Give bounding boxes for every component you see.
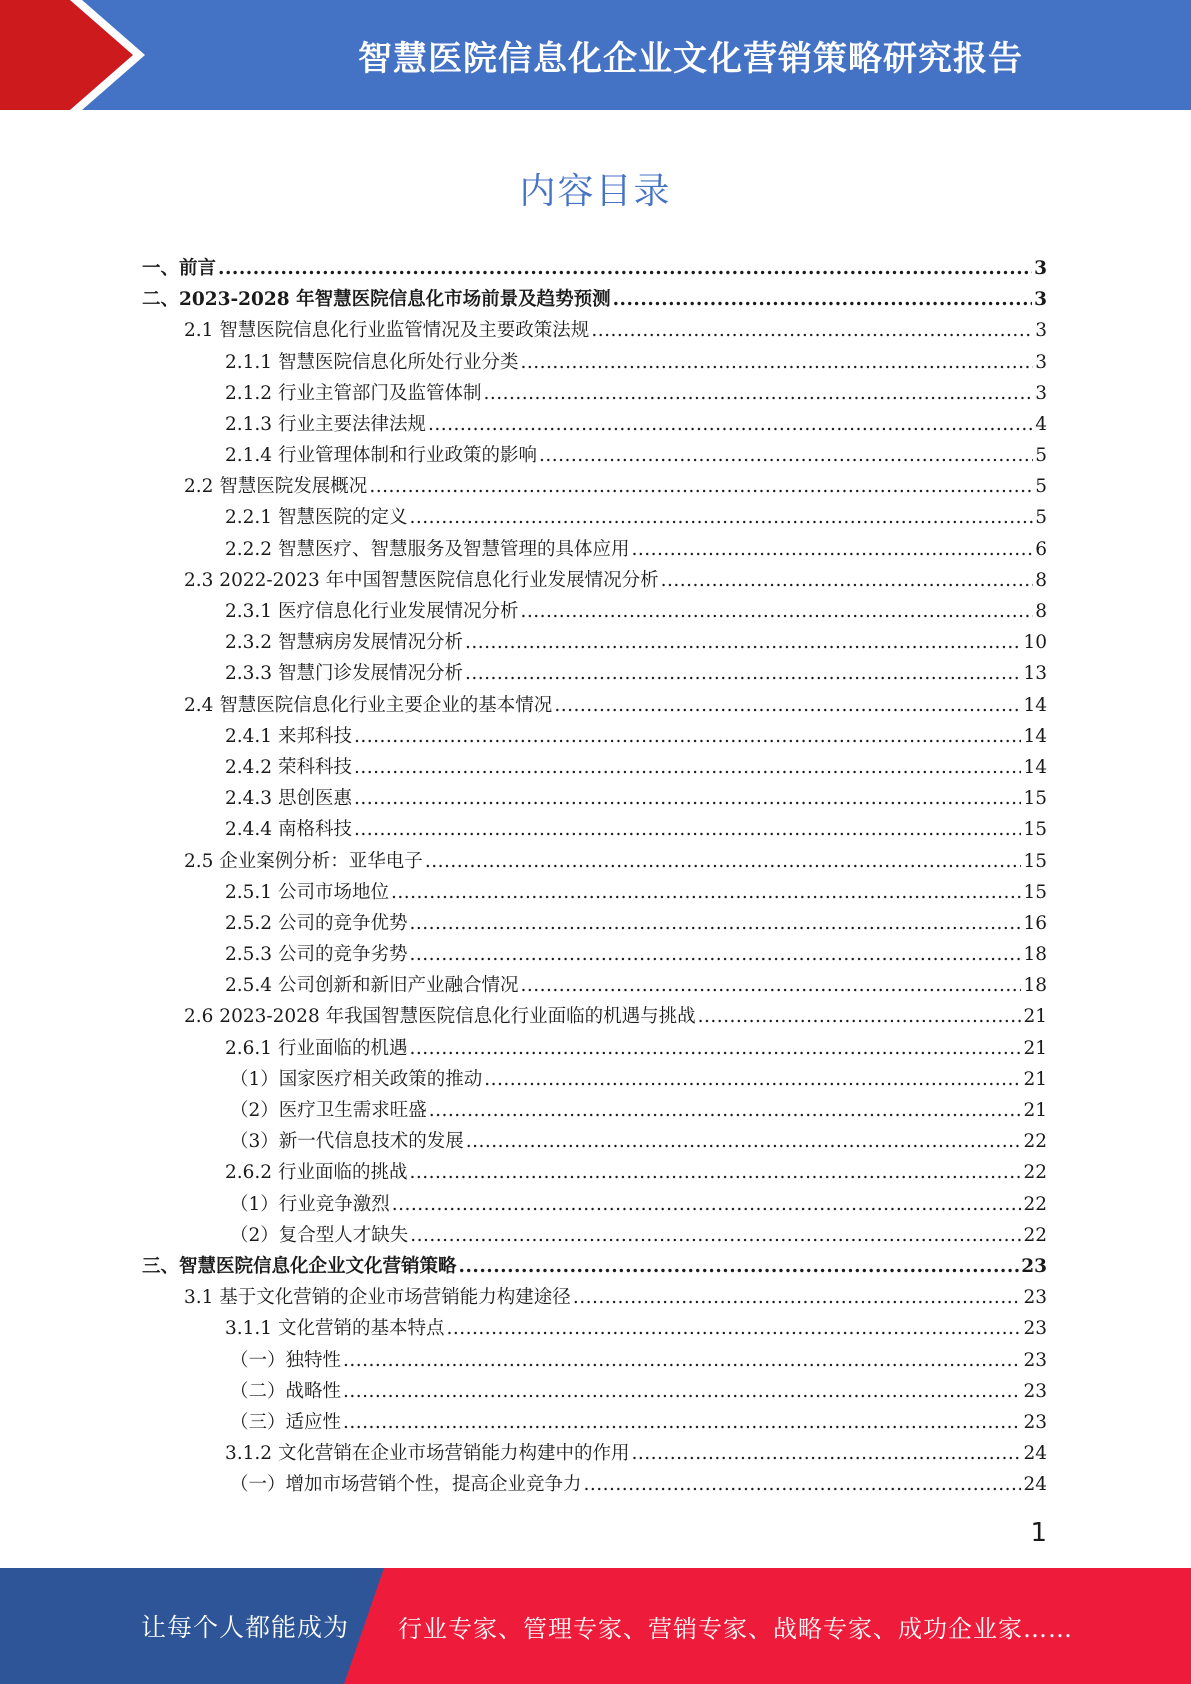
- toc-entry-page: 18: [1023, 975, 1047, 997]
- toc-entry[interactable]: [142, 409, 1047, 440]
- toc-entry-page: 23: [1021, 1255, 1047, 1277]
- toc-entry-page: 23: [1023, 1411, 1047, 1433]
- toc-entry-label: 2.2.1 智慧医院的定义: [225, 507, 408, 529]
- toc-entry[interactable]: [142, 658, 1047, 689]
- toc-entry-label: （一）增加市场营销个性，提高企业竞争力: [230, 1474, 582, 1496]
- toc-entry-label: （一）独特性: [230, 1349, 342, 1371]
- page-number: 1: [1030, 1518, 1047, 1548]
- toc-dot-leader: [484, 1064, 1021, 1095]
- toc-entry-page: 14: [1023, 725, 1047, 747]
- toc-entry[interactable]: [142, 970, 1047, 1001]
- toc-dot-leader: [429, 1095, 1022, 1126]
- toc-entry[interactable]: [142, 846, 1047, 877]
- toc-dot-leader: [425, 846, 1022, 877]
- toc-entry[interactable]: [142, 939, 1047, 970]
- toc-entry[interactable]: [142, 1126, 1047, 1157]
- toc-entry[interactable]: [142, 783, 1047, 814]
- toc-entry-label: 2.1.2 行业主管部门及监管体制: [225, 382, 482, 404]
- toc-dot-leader: [410, 1220, 1021, 1251]
- toc-entry-page: 16: [1023, 912, 1047, 934]
- toc-entry[interactable]: [142, 534, 1047, 565]
- toc-entry[interactable]: [142, 752, 1047, 783]
- toc-entry[interactable]: [142, 1313, 1047, 1344]
- toc-entry-label: 2.4 智慧医院信息化行业主要企业的基本情况: [184, 694, 553, 716]
- toc-entry-label: 3.1 基于文化营销的企业市场营销能力构建途径: [184, 1287, 571, 1309]
- toc-entry-label: 2.5 企业案例分析：亚华电子: [184, 850, 423, 872]
- toc-entry[interactable]: [142, 1033, 1047, 1064]
- toc-entry-label: 一、前言: [142, 257, 217, 279]
- toc-entry-page: 3: [1035, 382, 1047, 404]
- toc-entry-page: 22: [1023, 1224, 1047, 1246]
- toc-entry-label: 2.3.1 医疗信息化行业发展情况分析: [225, 601, 519, 623]
- toc-entry[interactable]: [142, 1251, 1047, 1282]
- toc-dot-leader: [465, 658, 1021, 689]
- toc-entry-page: 15: [1023, 819, 1047, 841]
- toc-entry[interactable]: [142, 721, 1047, 752]
- toc-dot-leader: [520, 970, 1021, 1001]
- toc-dot-leader: [466, 1126, 1022, 1157]
- toc-entry-label: 2.5.4 公司创新和新旧产业融合情况: [225, 975, 519, 997]
- toc-entry-label: 2.2.2 智慧医疗、智慧服务及智慧管理的具体应用: [225, 538, 630, 560]
- toc-entry-label: 2.3.3 智慧门诊发展情况分析: [225, 663, 463, 685]
- toc-dot-leader: [354, 783, 1022, 814]
- toc-entry-label: 2.2 智慧医院发展概况: [184, 476, 368, 498]
- toc-entry[interactable]: [142, 253, 1047, 284]
- toc-dot-leader: [369, 471, 1033, 502]
- toc-entry[interactable]: [142, 284, 1047, 315]
- toc-entry-page: 5: [1035, 445, 1047, 467]
- toc-entry[interactable]: [142, 1469, 1047, 1500]
- toc-entry-page: 3: [1035, 320, 1047, 342]
- toc-dot-leader: [465, 627, 1021, 658]
- toc-entry-page: 5: [1035, 507, 1047, 529]
- toc-entry-page: 14: [1023, 756, 1047, 778]
- toc-entry[interactable]: [142, 471, 1047, 502]
- toc-dot-leader: [409, 908, 1021, 939]
- toc-dot-leader: [428, 409, 1033, 440]
- toc-entry-label: 2.1 智慧医院信息化行业监管情况及主要政策法规: [184, 320, 590, 342]
- toc-entry-label: 2.1.1 智慧医院信息化所处行业分类: [225, 351, 519, 373]
- toc-dot-leader: [631, 534, 1033, 565]
- toc-dot-leader: [573, 1282, 1022, 1313]
- toc-dot-leader: [409, 1157, 1021, 1188]
- toc-entry-label: 3.1.1 文化营销的基本特点: [225, 1318, 445, 1340]
- toc-dot-leader: [391, 877, 1021, 908]
- toc-entry-label: 2.1.4 行业管理体制和行业政策的影响: [225, 445, 537, 467]
- toc-entry-page: 6: [1035, 538, 1047, 560]
- toc-dot-leader: [409, 939, 1021, 970]
- toc-entry-page: 24: [1023, 1474, 1047, 1496]
- toc-entry-page: 4: [1035, 413, 1047, 435]
- toc-entry[interactable]: [142, 1064, 1047, 1095]
- toc-entry-label: 2.6.1 行业面临的机遇: [225, 1037, 408, 1059]
- toc-entry[interactable]: [142, 908, 1047, 939]
- toc-entry-page: 3: [1035, 351, 1047, 373]
- toc-dot-leader: [613, 284, 1033, 315]
- toc-entry-label: 2.3.2 智慧病房发展情况分析: [225, 632, 463, 654]
- toc-dot-leader: [409, 502, 1033, 533]
- toc-dot-leader: [554, 690, 1021, 721]
- toc-entry[interactable]: [142, 1407, 1047, 1438]
- toc-dot-leader: [218, 253, 1032, 284]
- red-arrow-icon: [0, 0, 230, 110]
- toc-entry[interactable]: [142, 814, 1047, 845]
- toc-entry-page: 3: [1034, 257, 1047, 279]
- toc-entry-page: 15: [1023, 788, 1047, 810]
- toc-entry[interactable]: [142, 1376, 1047, 1407]
- toc-entry-page: 21: [1023, 1037, 1047, 1059]
- toc-entry-page: 23: [1023, 1380, 1047, 1402]
- toc-entry-page: 22: [1023, 1131, 1047, 1153]
- toc-entry-page: 13: [1023, 663, 1047, 685]
- toc-entry-label: 2.4.2 荣科科技: [225, 756, 352, 778]
- toc-entry-page: 18: [1023, 944, 1047, 966]
- toc-entry[interactable]: [142, 1189, 1047, 1220]
- toc-entry-page: 3: [1034, 289, 1047, 311]
- header-banner: [0, 0, 1191, 110]
- toc-dot-leader: [354, 721, 1022, 752]
- toc-entry[interactable]: [142, 1095, 1047, 1126]
- toc-entry-label: 2.5.2 公司的竞争优势: [225, 912, 408, 934]
- toc-entry[interactable]: [142, 1438, 1047, 1469]
- toc-entry-label: （1）行业竞争激烈: [230, 1193, 390, 1215]
- toc-entry[interactable]: [142, 440, 1047, 471]
- toc-dot-leader: [539, 440, 1033, 471]
- toc-entry-page: 23: [1023, 1318, 1047, 1340]
- toc-dot-leader: [520, 596, 1033, 627]
- toc-entry-label: 2.6 2023-2028 年我国智慧医院信息化行业面临的机遇与挑战: [184, 1006, 696, 1028]
- toc-entry-label: 2.3 2022-2023 年中国智慧医院信息化行业发展情况分析: [184, 569, 659, 591]
- toc-entry-label: 2.5.3 公司的竞争劣势: [225, 944, 408, 966]
- toc-entry-label: 2.1.3 行业主要法律法规: [225, 413, 426, 435]
- toc-entry-label: 2.4.4 南格科技: [225, 819, 352, 841]
- toc-dot-leader: [354, 752, 1022, 783]
- toc-entry-label: 2.6.2 行业面临的挑战: [225, 1162, 408, 1184]
- toc-entry-label: 三、智慧医院信息化企业文化营销策略: [142, 1255, 457, 1277]
- toc-dot-leader: [446, 1313, 1021, 1344]
- toc-entry-page: 21: [1023, 1068, 1047, 1090]
- toc-dot-leader: [584, 1469, 1022, 1500]
- toc-entry-page: 21: [1023, 1100, 1047, 1122]
- toc-entry-label: （二）战略性: [230, 1380, 342, 1402]
- footer-banner: [0, 1568, 1191, 1684]
- toc-entry-label: 二、2023-2028 年智慧医院信息化市场前景及趋势预测: [142, 289, 611, 311]
- toc-entry[interactable]: [142, 627, 1047, 658]
- toc-dot-leader: [698, 1001, 1022, 1032]
- toc-entry-page: 21: [1023, 1006, 1047, 1028]
- toc-entry-page: 15: [1023, 850, 1047, 872]
- toc-entry-label: （三）适应性: [230, 1411, 342, 1433]
- toc-dot-leader: [459, 1251, 1020, 1282]
- toc-entry[interactable]: [142, 690, 1047, 721]
- toc-entry[interactable]: [142, 378, 1047, 409]
- toc-entry-page: 24: [1023, 1443, 1047, 1465]
- toc-title: 内容目录: [519, 171, 672, 212]
- toc-dot-leader: [343, 1407, 1021, 1438]
- toc-dot-leader: [591, 315, 1033, 346]
- toc-entry[interactable]: [142, 1220, 1047, 1251]
- toc-entry-label: 2.5.1 公司市场地位: [225, 881, 389, 903]
- toc-entry-page: 14: [1023, 694, 1047, 716]
- toc-entry-label: 2.4.3 思创医惠: [225, 788, 352, 810]
- toc-entry[interactable]: [142, 315, 1047, 346]
- toc-entry-page: 8: [1035, 569, 1047, 591]
- toc-entry-page: 15: [1023, 881, 1047, 903]
- toc-entry-label: （2）复合型人才缺失: [230, 1224, 409, 1246]
- toc-entry[interactable]: [142, 1157, 1047, 1188]
- toc-dot-leader: [354, 814, 1022, 845]
- toc-entry-label: （2）医疗卫生需求旺盛: [230, 1100, 427, 1122]
- toc-entry-page: 5: [1035, 476, 1047, 498]
- table-of-contents: [142, 253, 1047, 1501]
- toc-entry[interactable]: [142, 503, 1047, 534]
- toc-entry[interactable]: [142, 1345, 1047, 1376]
- toc-dot-leader: [343, 1345, 1021, 1376]
- toc-entry-page: 10: [1023, 632, 1047, 654]
- toc-dot-leader: [631, 1438, 1021, 1469]
- toc-entry-label: （3）新一代信息技术的发展: [230, 1131, 464, 1153]
- toc-entry-page: 23: [1023, 1287, 1047, 1309]
- toc-entry[interactable]: [142, 596, 1047, 627]
- toc-entry-page: 23: [1023, 1349, 1047, 1371]
- toc-entry[interactable]: [142, 347, 1047, 378]
- toc-entry-label: 2.4.1 来邦科技: [225, 725, 352, 747]
- toc-entry-page: 22: [1023, 1193, 1047, 1215]
- toc-dot-leader: [520, 347, 1033, 378]
- toc-entry[interactable]: [142, 565, 1047, 596]
- report-title: 智慧医院信息化企业文化营销策略研究报告: [358, 38, 1023, 79]
- toc-entry-page: 22: [1023, 1162, 1047, 1184]
- toc-entry[interactable]: [142, 1002, 1047, 1033]
- footer-slogan-left: 让每个人都能成为: [141, 1613, 350, 1642]
- toc-entry-label: （1）国家医疗相关政策的推动: [230, 1068, 483, 1090]
- footer-slogan-right: 行业专家、管理专家、营销专家、战略专家、成功企业家……: [398, 1614, 1073, 1643]
- toc-dot-leader: [343, 1376, 1021, 1407]
- toc-entry[interactable]: [142, 877, 1047, 908]
- toc-entry[interactable]: [142, 1282, 1047, 1313]
- toc-entry-label: 3.1.2 文化营销在企业市场营销能力构建中的作用: [225, 1443, 630, 1465]
- toc-dot-leader: [661, 565, 1034, 596]
- toc-dot-leader: [392, 1189, 1022, 1220]
- toc-dot-leader: [483, 378, 1033, 409]
- toc-entry-page: 8: [1035, 601, 1047, 623]
- toc-dot-leader: [409, 1033, 1021, 1064]
